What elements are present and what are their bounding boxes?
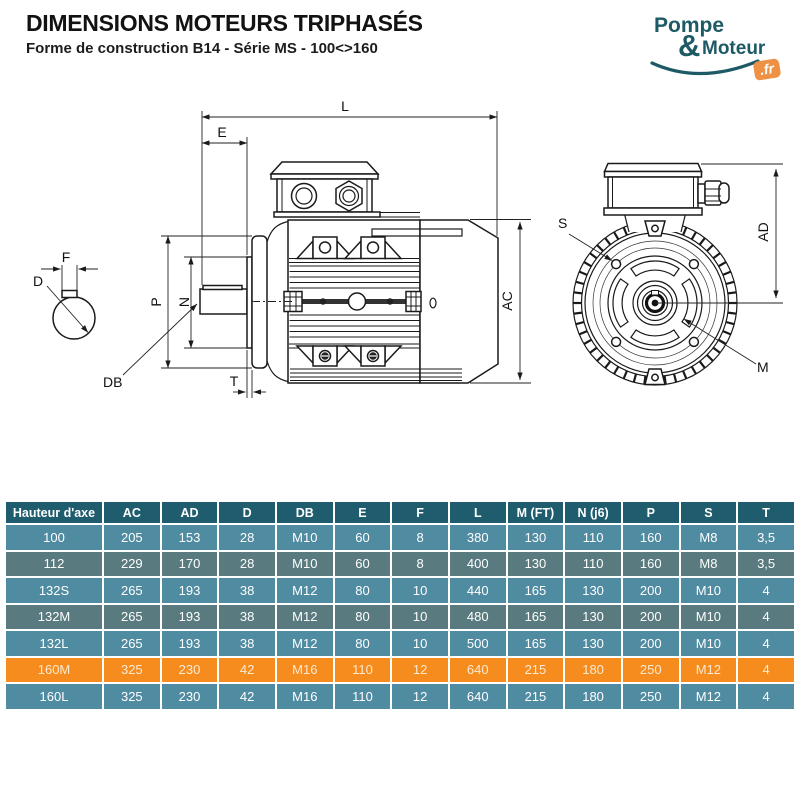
column-header: T <box>738 502 794 523</box>
table-cell: 480 <box>450 605 506 630</box>
table-cell: 500 <box>450 631 506 656</box>
table-cell: 110 <box>335 684 391 709</box>
table-cell: M10 <box>681 631 737 656</box>
column-header: D <box>219 502 275 523</box>
table-cell: 132S <box>6 578 102 603</box>
table-cell: 130 <box>565 578 621 603</box>
table-cell: M8 <box>681 525 737 550</box>
table-cell: 229 <box>104 552 160 577</box>
table-cell: 640 <box>450 684 506 709</box>
table-cell: 110 <box>565 552 621 577</box>
table-cell: M10 <box>277 525 333 550</box>
table-cell: M10 <box>681 578 737 603</box>
table-cell: 8 <box>392 552 448 577</box>
table-cell: 60 <box>335 525 391 550</box>
table-cell: 160L <box>6 684 102 709</box>
logo-word-pompe: Pompe <box>654 14 725 37</box>
table-cell: 215 <box>508 684 564 709</box>
table-cell: 112 <box>6 552 102 577</box>
column-header: M (FT) <box>508 502 564 523</box>
table-cell: 200 <box>623 578 679 603</box>
table-cell: 170 <box>162 552 218 577</box>
dim-label-AC: AC <box>499 291 515 311</box>
table-cell: 38 <box>219 631 275 656</box>
table-cell: M8 <box>681 552 737 577</box>
table-cell: 400 <box>450 552 506 577</box>
dim-label-P: P <box>148 297 164 307</box>
table-cell: 130 <box>565 631 621 656</box>
column-header: AD <box>162 502 218 523</box>
table-cell: 132M <box>6 605 102 630</box>
table-cell: 250 <box>623 684 679 709</box>
table-cell: 3,5 <box>738 525 794 550</box>
page-header <box>26 10 423 57</box>
dim-label-S: S <box>558 215 568 231</box>
dim-label-F: F <box>61 249 71 265</box>
table-cell: M12 <box>681 658 737 683</box>
table-cell: 42 <box>219 684 275 709</box>
logo-ampersand-icon: & <box>678 28 701 63</box>
dim-label-N: N <box>176 296 192 308</box>
table-cell: 80 <box>335 578 391 603</box>
table-cell: 193 <box>162 578 218 603</box>
table-cell: 160 <box>623 552 679 577</box>
table-cell: 12 <box>392 658 448 683</box>
table-cell: 205 <box>104 525 160 550</box>
table-cell: M16 <box>277 684 333 709</box>
table-cell: 10 <box>392 631 448 656</box>
table-cell: 153 <box>162 525 218 550</box>
table-cell: 4 <box>738 684 794 709</box>
column-header: P <box>623 502 679 523</box>
front-view <box>558 164 783 386</box>
table-cell: 28 <box>219 552 275 577</box>
table-cell: M12 <box>277 631 333 656</box>
table-cell: 380 <box>450 525 506 550</box>
table-row <box>6 631 794 656</box>
dim-label-DB: DB <box>103 374 123 390</box>
table-cell: 215 <box>508 658 564 683</box>
table-cell: 100 <box>6 525 102 550</box>
table-row <box>6 578 794 603</box>
table-cell: 38 <box>219 605 275 630</box>
table-cell: 193 <box>162 631 218 656</box>
table-row <box>6 525 794 550</box>
table-cell: M12 <box>277 578 333 603</box>
table-cell: 193 <box>162 605 218 630</box>
table-cell: 28 <box>219 525 275 550</box>
table-row <box>6 552 794 577</box>
page-subtitle: Forme de construction B14 - Série MS - 100<>160 <box>26 40 378 57</box>
table-cell: M16 <box>277 658 333 683</box>
table-cell: 4 <box>738 605 794 630</box>
side-view <box>103 98 531 398</box>
table-cell: 4 <box>738 658 794 683</box>
table-cell: 110 <box>565 525 621 550</box>
table-cell: 160 <box>623 525 679 550</box>
table-cell: 200 <box>623 605 679 630</box>
table-cell: 42 <box>219 658 275 683</box>
table-cell: 230 <box>162 684 218 709</box>
dim-label-T: T <box>229 373 239 389</box>
table-cell: M12 <box>681 684 737 709</box>
dim-label-L: L <box>341 98 349 114</box>
table-cell: 325 <box>104 658 160 683</box>
logo-word-moteur: Moteur <box>702 38 766 59</box>
column-header: Hauteur d'axe <box>6 502 102 523</box>
table-cell: 8 <box>392 525 448 550</box>
table-row <box>6 605 794 630</box>
table-cell: 640 <box>450 658 506 683</box>
column-header: DB <box>277 502 333 523</box>
table-cell: 10 <box>392 605 448 630</box>
table-cell: M10 <box>277 552 333 577</box>
column-header: S <box>681 502 737 523</box>
dim-label-M: M <box>757 359 769 375</box>
table-cell: 180 <box>565 658 621 683</box>
table-cell: 4 <box>738 578 794 603</box>
table-cell: 180 <box>565 684 621 709</box>
table-cell: 130 <box>565 605 621 630</box>
column-header: E <box>335 502 391 523</box>
dim-label-D: D <box>33 273 44 289</box>
table-cell: 80 <box>335 605 391 630</box>
table-cell: 130 <box>508 552 564 577</box>
table-cell: 200 <box>623 631 679 656</box>
dim-label-AD: AD <box>755 222 771 242</box>
table-cell: 130 <box>508 525 564 550</box>
table-cell: 165 <box>508 578 564 603</box>
table-cell: 60 <box>335 552 391 577</box>
site-logo[interactable] <box>640 10 798 94</box>
page-title: DIMENSIONS MOTEURS TRIPHASÉS <box>26 10 423 36</box>
table-cell: 165 <box>508 631 564 656</box>
table-cell: 440 <box>450 578 506 603</box>
table-cell: 38 <box>219 578 275 603</box>
shaft-section-view <box>33 249 98 339</box>
table-cell: 3,5 <box>738 552 794 577</box>
table-cell: 250 <box>623 658 679 683</box>
table-cell: 160M <box>6 658 102 683</box>
column-header: N (j6) <box>565 502 621 523</box>
table-cell: 165 <box>508 605 564 630</box>
table-row <box>6 684 794 709</box>
table-cell: 12 <box>392 684 448 709</box>
table-cell: 4 <box>738 631 794 656</box>
table-cell: 325 <box>104 684 160 709</box>
table-cell: M10 <box>681 605 737 630</box>
table-cell: 230 <box>162 658 218 683</box>
table-row-highlighted <box>6 658 794 683</box>
table-cell: 110 <box>335 658 391 683</box>
column-header: AC <box>104 502 160 523</box>
logo-fr-badge: .fr <box>753 58 782 81</box>
column-header: L <box>450 502 506 523</box>
table-cell: 80 <box>335 631 391 656</box>
table-cell: M12 <box>277 605 333 630</box>
dim-label-E: E <box>217 124 227 140</box>
table-cell: 10 <box>392 578 448 603</box>
table-cell: 265 <box>104 631 160 656</box>
table-header-row <box>6 502 794 523</box>
dimensions-table <box>4 500 796 711</box>
table-cell: 132L <box>6 631 102 656</box>
column-header: F <box>392 502 448 523</box>
table-cell: 265 <box>104 578 160 603</box>
table-cell: 265 <box>104 605 160 630</box>
